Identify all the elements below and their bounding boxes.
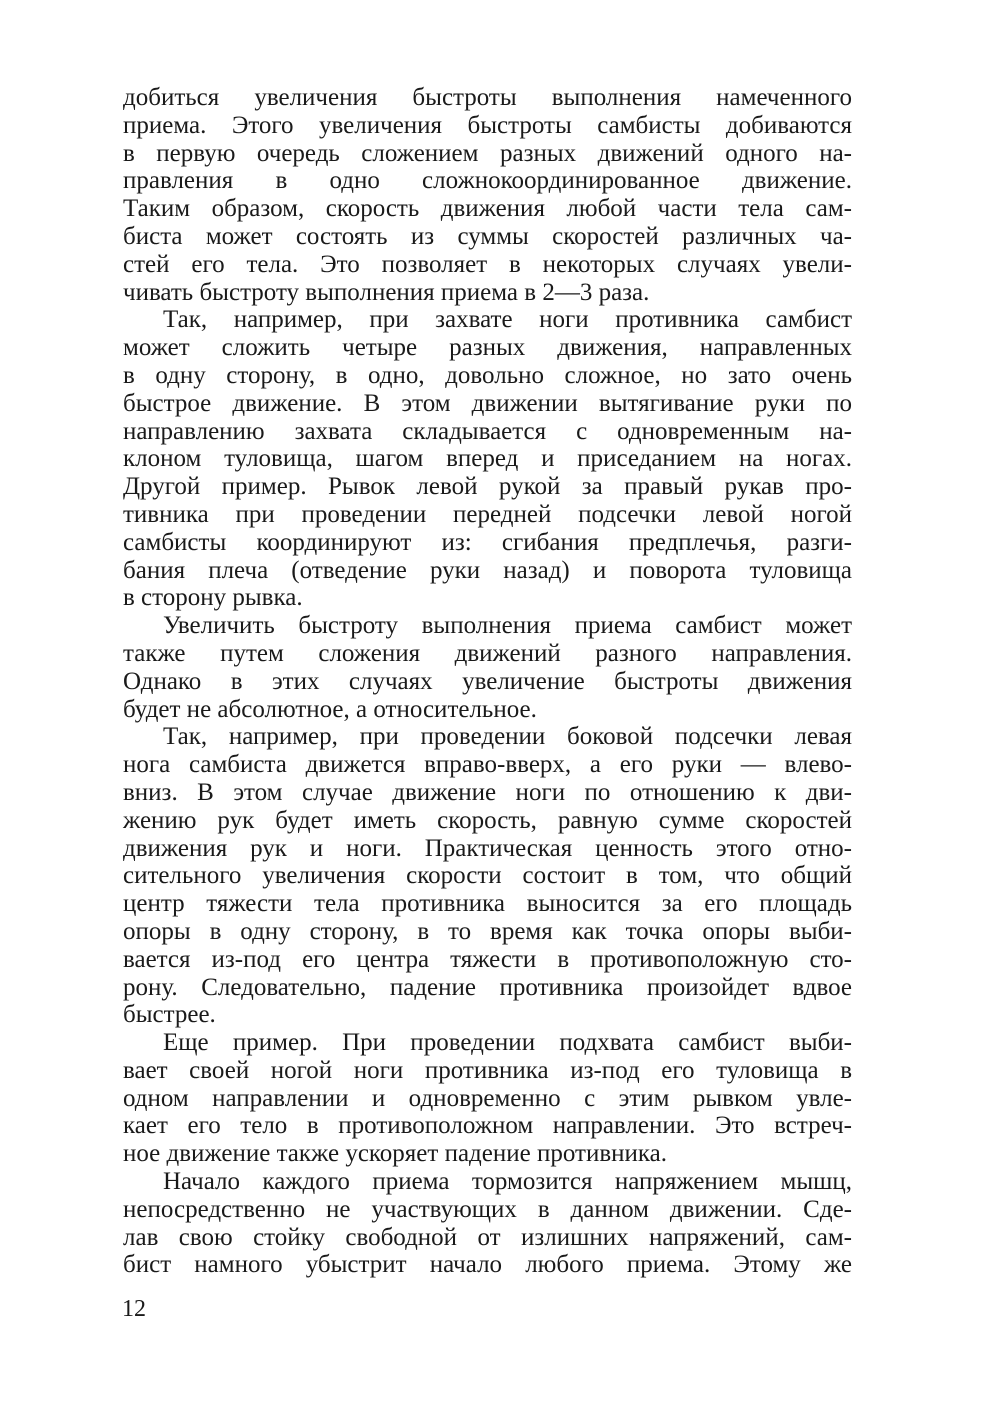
- text-line: лав свою стойку свободной от излишних напряжений, сам-: [123, 1223, 852, 1251]
- text-line: движения рук и ноги. Практическая ценность этого отно-: [123, 834, 852, 862]
- paragraph: [123, 612, 852, 723]
- text-line: кает его тело в противоположном направлении. Это встреч-: [123, 1112, 852, 1140]
- text-line: непосредственно не участвующих в данном движении. Сде-: [123, 1195, 852, 1223]
- text-line: Увеличить быстроту выполнения приема самбист может: [163, 612, 852, 640]
- text-line: центр тяжести тела противника выносится за его площадь: [123, 890, 852, 918]
- text-line: одном направлении и одновременно с этим рывком увле-: [123, 1084, 852, 1112]
- text-line: будет не абсолютное, а относительное.: [123, 695, 537, 723]
- text-line: стей его тела. Это позволяет в некоторых случаях увели-: [123, 250, 852, 278]
- text-line: Так, например, при захвате ноги противника самбист: [163, 306, 852, 334]
- text-line: бания плеча (отведение руки назад) и поворота туловища: [123, 556, 852, 584]
- text-line: Другой пример. Рывок левой рукой за правый рукав про-: [123, 473, 852, 501]
- text-line: ное движение также ускоряет падение противника.: [123, 1140, 668, 1168]
- text-line: самбисты координируют из: сгибания предплечья, разги-: [123, 528, 852, 556]
- text-line: быстрее.: [123, 1001, 216, 1029]
- text-line: чивать быстроту выполнения приема в 2—3 раза.: [123, 278, 650, 306]
- text-line: Начало каждого приема тормозится напряжением мышц,: [163, 1168, 852, 1196]
- text-line: бист намного убыстрит начало любого приема. Этому же: [123, 1251, 852, 1279]
- text-line: Однако в этих случаях увеличение быстроты движения: [123, 667, 852, 695]
- text-line: тивника при проведении передней подсечки левой ногой: [123, 500, 852, 528]
- text-line: сительного увеличения скорости состоит в том, что общий: [123, 862, 852, 890]
- paragraph: [123, 84, 852, 306]
- text-line: биста может состоять из суммы скоростей различных ча-: [123, 222, 852, 250]
- text-line: Еще пример. При проведении подхвата самбист выби-: [163, 1029, 852, 1057]
- text-line: вниз. В этом случае движение ноги по отношению к дви-: [123, 778, 852, 806]
- text-line: в первую очередь сложением разных движений одного на-: [123, 139, 852, 167]
- text-line: опоры в одну сторону, в то время как точка опоры выби-: [123, 917, 852, 945]
- text-line: в сторону рывка.: [123, 584, 303, 612]
- text-line: вается из-под его центра тяжести в противоположную сто-: [123, 945, 852, 973]
- text-line: также путем сложения движений разного направления.: [123, 639, 852, 667]
- text-line: добиться увеличения быстроты выполнения намеченного: [123, 84, 852, 111]
- text-line: рону. Следовательно, падение противника произойдет вдвое: [123, 973, 852, 1001]
- text-line: жению рук будет иметь скорость, равную сумме скоростей: [123, 806, 852, 834]
- page-body-text: [123, 84, 852, 1279]
- text-line: Таким образом, скорость движения любой части тела сам-: [123, 195, 852, 223]
- paragraph: [123, 1168, 852, 1279]
- text-line: приема. Этого увеличения быстроты самбисты добиваются: [123, 111, 852, 139]
- text-line: клоном туловища, шагом вперед и приседанием на ногах.: [123, 445, 852, 473]
- paragraph: [123, 306, 852, 612]
- paragraph: [123, 1029, 852, 1168]
- text-line: нога самбиста движется вправо-вверх, а его руки — влево-: [123, 751, 852, 779]
- text-line: может сложить четыре разных движения, направленных: [123, 334, 852, 362]
- text-line: вает своей ногой ноги противника из-под его туловища в: [123, 1056, 852, 1084]
- paragraph: [123, 723, 852, 1029]
- text-line: в одну сторону, в одно, довольно сложное, но зато очень: [123, 361, 852, 389]
- text-line: Так, например, при проведении боковой подсечки левая: [163, 723, 852, 751]
- text-line: быстрое движение. В этом движении вытягивание руки по: [123, 389, 852, 417]
- text-line: правления в одно сложнокоординированное движение.: [123, 167, 852, 195]
- page-number: 12: [122, 1296, 146, 1322]
- text-line: направлению захвата складывается с одновременным на-: [123, 417, 852, 445]
